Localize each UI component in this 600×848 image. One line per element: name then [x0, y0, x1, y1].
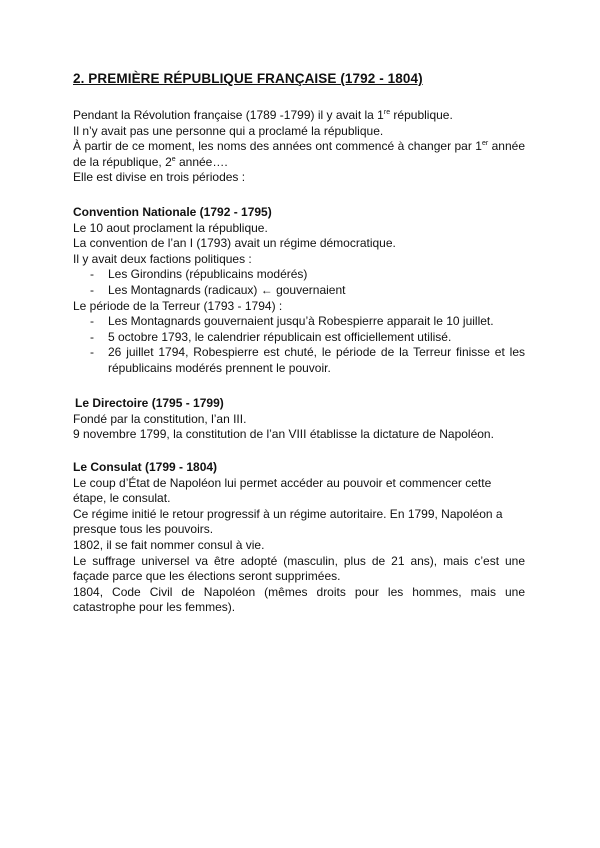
convention-p4: Le période de la Terreur (1793 - 1794) : [73, 298, 283, 313]
convention-p2: La convention de l’an I (1793) avait un régime démocratique. [73, 236, 396, 251]
list-item: - Les Montagnards gouvernaient jusqu’à Robespierre apparait le 10 juillet. [73, 314, 525, 330]
consulat-heading: Le Consulat (1799 - 1804) [73, 460, 218, 474]
directoire-section [73, 396, 525, 443]
directoire-p2: 9 novembre 1799, la constitution de l’an VIII établisse la dictature de Napoléon. [73, 427, 494, 442]
list-item: - 5 octobre 1793, le calendrier républicain est officiellement utilisé. [73, 330, 525, 346]
intro-line-3-mid: année de la république, 2 [73, 139, 525, 169]
intro-line-3-sup2: e [171, 155, 176, 163]
convention-section [73, 205, 525, 377]
convention-p1: Le 10 aout proclament la république. [73, 220, 268, 235]
intro-line-1-sup: re [383, 109, 391, 116]
terreur-list [73, 314, 525, 376]
factions-list [73, 267, 525, 298]
list-item: - 26 juillet 1794, Robespierre est chuté, le période de la Terreur finisse et les républicains modérés prennent le pouvoir. [73, 345, 525, 376]
intro-line-4: Elle est divise en trois périodes : [73, 170, 246, 185]
consulat-p3: 1802, il se fait nommer consul à vie. [73, 537, 265, 552]
intro-line-2: Il n’y avait pas une personne qui a proclamé la république. [73, 123, 384, 138]
intro-line-3-text: À partir de ce moment, les noms des années ont commencé à changer par 1 [73, 139, 482, 154]
intro-line-3-end: année…. [175, 154, 228, 169]
consulat-p2: Ce régime initié le retour progressif à un régime autoritaire. En 1799, Napoléon a presque tous les pouvoirs. [73, 506, 503, 537]
list-item: - Les Girondins (républicains modérés) [73, 267, 525, 283]
intro-line-1 [73, 108, 525, 124]
intro-line-3 [73, 139, 525, 170]
convention-p3: Il y avait deux factions politiques : [73, 251, 252, 266]
intro-section [73, 108, 525, 186]
intro-line-3-sup: er [481, 140, 489, 148]
consulat-p1: Le coup d’État de Napoléon lui permet accéder au pouvoir et commencer cette étape, le consulat. [73, 475, 492, 506]
consulat-section [73, 460, 525, 616]
directoire-heading: Le Directoire (1795 - 1799) [75, 396, 224, 410]
directoire-p1: Fondé par la constitution, l’an III. [73, 411, 247, 426]
page-title: 2. PREMIÈRE RÉPUBLIQUE FRANÇAISE (1792 - 1804) [73, 71, 423, 86]
list-item: - Les Montagnards (radicaux) ← gouvernaient [73, 283, 525, 299]
intro-line-1-end: république. [390, 108, 453, 122]
consulat-p4: Le suffrage universel va être adopté (masculin, plus de 21 ans), mais c’est une façade parce que les élections seront supprimées. [73, 553, 525, 584]
consulat-p5: 1804, Code Civil de Napoléon (mêmes droits pour les hommes, mais une catastrophe pour les femmes). [73, 584, 525, 615]
intro-line-1-text: Pendant la Révolution française (1789 -1799) il y avait la 1 [73, 108, 384, 122]
convention-heading: Convention Nationale (1792 - 1795) [73, 205, 272, 219]
